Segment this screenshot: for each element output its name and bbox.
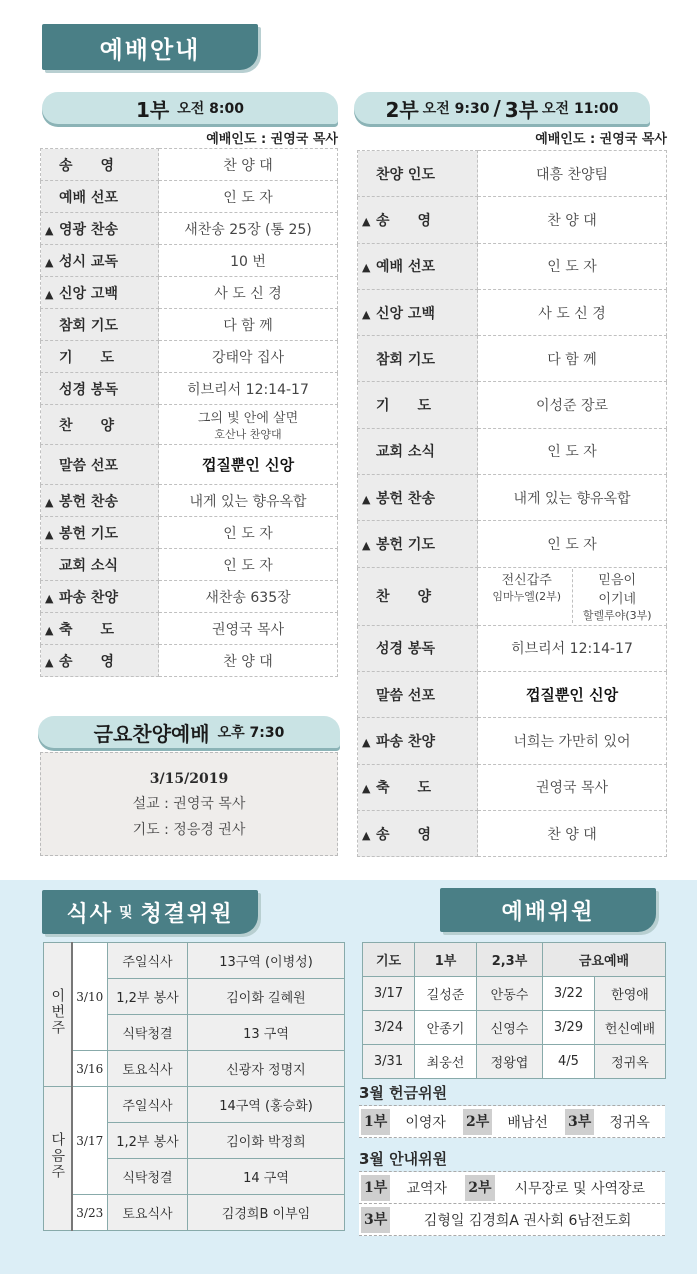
col-service1: 1부 <box>434 954 457 969</box>
order-row <box>41 549 338 581</box>
service1-order-table <box>40 148 338 677</box>
order-row <box>41 485 338 517</box>
triangle-icon: ▲ <box>362 539 371 553</box>
meal-title: 식사 <box>66 901 113 927</box>
order-row <box>358 567 667 625</box>
worship-committee-table <box>362 942 666 1079</box>
order-label: 봉헌 찬송 <box>59 493 118 510</box>
order-label: 찬 양 <box>59 417 115 434</box>
praise-song-b2: 이기네 <box>598 592 637 608</box>
order-value: 권영국 목사 <box>535 780 609 797</box>
order-value: 대흥 찬양팀 <box>535 166 609 183</box>
committee-cell: 안동수 <box>490 988 529 1003</box>
praise-team-a: 임마누엘(2부) <box>492 590 562 604</box>
order-value: 찬 양 대 <box>547 826 597 843</box>
order-row <box>41 213 338 245</box>
order-value: 인 도 자 <box>547 259 597 276</box>
friday-prayer: 기도 : 정응경 권사 <box>132 822 246 838</box>
committee-cell: 3/24 <box>373 1020 404 1035</box>
order-label: 성경 봉독 <box>59 381 118 398</box>
order-label: 송 영 <box>59 653 115 670</box>
meal-assignee: 14구역 (홍승화) <box>219 1099 313 1114</box>
meal-assignee: 13구역 (이병성) <box>219 955 313 970</box>
order-row <box>358 671 667 717</box>
order-label: 파송 찬양 <box>376 733 435 750</box>
offering-service-tag: 2부 <box>463 1109 492 1135</box>
triangle-icon: ▲ <box>45 495 54 509</box>
triangle-icon: ▲ <box>362 307 371 321</box>
worship-info-title: 예배안내 <box>42 24 258 70</box>
order-value: 새찬송 635장 <box>205 589 291 606</box>
friday-sermon: 설교 : 권영국 목사 <box>132 796 246 812</box>
triangle-icon: ▲ <box>45 527 54 541</box>
order-row <box>358 382 667 428</box>
committee-cell: 신영수 <box>490 1022 529 1037</box>
order-value: 이성준 장로 <box>535 398 609 415</box>
order-label: 찬 양 <box>376 589 432 606</box>
order-value: 히브리서 12:14-17 <box>187 381 309 398</box>
worship-committee-title: 예배위원 <box>440 888 656 932</box>
service2-label: 2부 <box>385 97 419 122</box>
meal-row <box>44 1051 345 1087</box>
order-label: 말씀 선포 <box>59 457 118 474</box>
order-value: 강태악 집사 <box>211 349 285 366</box>
triangle-icon: ▲ <box>362 214 371 228</box>
committee-cell: 길성준 <box>426 988 465 1003</box>
order-label: 봉헌 찬송 <box>376 490 435 507</box>
meal-cleaning-title <box>42 890 258 934</box>
service23-order-table <box>357 150 667 857</box>
order-row <box>358 521 667 567</box>
col-service23: 2,3부 <box>491 954 528 969</box>
friday-title: 금요찬양예배 <box>93 721 210 746</box>
order-label: 참회 기도 <box>376 351 435 368</box>
triangle-icon: ▲ <box>362 735 371 749</box>
order-row <box>41 309 338 341</box>
order-label: 교회 소식 <box>376 444 435 461</box>
offering-name: 배남선 <box>507 1114 548 1131</box>
committee-cell: 안종기 <box>426 1022 465 1037</box>
committee-row <box>363 977 666 1011</box>
order-label: 성시 교독 <box>59 253 118 270</box>
col-friday: 금요예배 <box>578 954 630 969</box>
triangle-icon: ▲ <box>362 828 371 842</box>
meal-assignee: 신광자 정명지 <box>226 1063 306 1078</box>
order-value: 10 번 <box>230 253 266 270</box>
col-prayer: 기도 <box>375 954 402 969</box>
triangle-icon: ▲ <box>45 591 54 605</box>
service2-time: 오전 9:30 <box>422 101 490 117</box>
meal-duty: 식탁청결 <box>122 1171 173 1186</box>
order-value: 인 도 자 <box>223 557 273 574</box>
usher-service-tag: 1부 <box>361 1175 390 1201</box>
committee-row <box>363 1011 666 1045</box>
order-row <box>358 625 667 671</box>
praise-song-b: 믿음이 <box>598 573 637 589</box>
order-row <box>41 445 338 485</box>
offering-name: 이영자 <box>405 1114 446 1131</box>
order-row <box>41 245 338 277</box>
order-row <box>358 810 667 856</box>
order-label: 교회 소식 <box>59 557 118 574</box>
usher-service-tag: 2부 <box>465 1175 494 1201</box>
order-label: 파송 찬양 <box>59 589 118 606</box>
meal-assignee: 김경희B 이부임 <box>221 1207 311 1222</box>
committee-cell: 정귀옥 <box>611 1056 649 1071</box>
meal-date: 3/10 <box>76 989 104 1004</box>
meal-row <box>44 943 345 979</box>
order-row <box>358 197 667 243</box>
committee-cell: 3/17 <box>373 986 404 1001</box>
order-value-sub: 호산나 찬양대 <box>214 428 282 441</box>
order-value: 다 함 께 <box>547 351 597 368</box>
order-row <box>358 243 667 289</box>
offering-service-tag: 1부 <box>361 1109 390 1135</box>
meal-duty: 1,2부 봉사 <box>116 1135 179 1150</box>
order-value: 인 도 자 <box>223 189 273 206</box>
order-label: 성경 봉독 <box>376 641 435 658</box>
meal-assignee: 김이화 길혜원 <box>226 991 306 1006</box>
order-value: 인 도 자 <box>547 537 597 554</box>
service1-header <box>42 92 338 124</box>
order-label: 예배 선포 <box>59 189 118 206</box>
friday-info-box <box>40 752 338 856</box>
order-row <box>41 613 338 645</box>
meal-duty: 식탁청결 <box>122 1027 173 1042</box>
meal-duty: 주일식사 <box>122 955 173 970</box>
friday-date: 3/15/2019 <box>149 771 229 787</box>
usher-row <box>359 1204 665 1236</box>
usher-name: 교역자 <box>406 1180 448 1197</box>
offering-committee <box>359 1080 665 1138</box>
order-row <box>41 149 338 181</box>
order-value: 찬 양 대 <box>223 653 273 670</box>
usher-service-tag: 3부 <box>361 1207 390 1233</box>
order-value: 권영국 목사 <box>211 621 285 638</box>
meal-and: 및 <box>118 905 135 921</box>
meal-date: 3/23 <box>76 1205 104 1220</box>
usher-row <box>359 1172 665 1204</box>
week-label: 이번주 <box>49 988 66 1036</box>
service3-time: 오전 11:00 <box>542 101 619 117</box>
triangle-icon: ▲ <box>45 255 54 269</box>
committee-cell: 3/29 <box>553 1020 584 1035</box>
offering-name: 정귀옥 <box>609 1114 650 1131</box>
service1-label: 1부 <box>136 97 170 122</box>
order-value: 껍질뿐인 신앙 <box>525 686 619 705</box>
friday-time: 오후 7:30 <box>217 725 285 741</box>
order-value: 너희는 가만히 있어 <box>513 733 631 750</box>
meal-date: 3/16 <box>76 1061 104 1076</box>
meal-assignee: 13 구역 <box>243 1027 289 1042</box>
order-label: 축 도 <box>59 621 115 638</box>
meal-duty: 토요식사 <box>122 1063 173 1078</box>
order-row <box>41 181 338 213</box>
order-row <box>358 428 667 474</box>
meal-assignee: 김이화 박정희 <box>226 1135 306 1150</box>
order-row <box>41 277 338 309</box>
order-value: 찬 양 대 <box>223 157 273 174</box>
service3-label: 3부 <box>504 97 539 122</box>
order-label: 신앙 고백 <box>59 285 118 302</box>
order-label: 송 영 <box>59 157 115 174</box>
order-value: 히브리서 12:14-17 <box>511 641 633 658</box>
order-row <box>41 645 338 677</box>
triangle-icon: ▲ <box>45 655 54 669</box>
order-value: 다 함 께 <box>223 317 273 334</box>
order-value: 찬 양 대 <box>547 212 597 229</box>
usher-committee <box>359 1146 665 1236</box>
order-row <box>358 151 667 197</box>
week-label: 다음주 <box>49 1132 66 1180</box>
order-row <box>41 405 338 445</box>
order-label: 영광 찬송 <box>59 221 118 238</box>
order-label: 축 도 <box>376 780 432 797</box>
order-row <box>358 718 667 764</box>
service1-leader: 예배인도 : 권영국 목사 <box>206 132 338 147</box>
meal-date: 3/17 <box>76 1133 104 1148</box>
service23-leader: 예배인도 : 권영국 목사 <box>535 132 667 147</box>
committee-cell: 한영애 <box>611 988 649 1003</box>
cleaning-title: 청결위원 <box>140 901 234 927</box>
meal-row <box>44 1195 345 1231</box>
triangle-icon: ▲ <box>45 623 54 637</box>
order-label: 봉헌 기도 <box>59 525 118 542</box>
friday-header <box>38 716 340 748</box>
service1-time: 오전 8:00 <box>177 101 244 117</box>
service-separator: / <box>493 96 501 120</box>
order-label: 송 영 <box>376 212 432 229</box>
meal-duty: 토요식사 <box>122 1207 173 1222</box>
order-value: 내게 있는 향유옥합 <box>513 490 631 507</box>
order-value: 인 도 자 <box>547 444 597 461</box>
order-row <box>358 764 667 810</box>
order-row <box>41 517 338 549</box>
order-label: 말씀 선포 <box>376 687 435 704</box>
meal-duty: 1,2부 봉사 <box>116 991 179 1006</box>
offering-service-tag: 3부 <box>565 1109 594 1135</box>
order-row <box>41 341 338 373</box>
order-value: 사 도 신 경 <box>538 305 606 322</box>
order-label: 참회 기도 <box>59 317 118 334</box>
order-label: 기 도 <box>376 398 432 415</box>
triangle-icon: ▲ <box>362 492 371 506</box>
order-value: 사 도 신 경 <box>214 285 282 302</box>
order-value: 인 도 자 <box>223 525 273 542</box>
committee-cell: 최웅선 <box>426 1056 465 1071</box>
order-value: 내게 있는 향유옥합 <box>189 493 307 510</box>
usher-name: 시무장로 및 사역장로 <box>514 1180 646 1197</box>
order-label: 찬양 인도 <box>376 166 435 183</box>
meal-row <box>44 1087 345 1123</box>
meal-assignee: 14 구역 <box>243 1171 289 1186</box>
usher-title: 3월 안내위원 <box>359 1146 665 1172</box>
service23-header <box>354 92 650 124</box>
order-label: 예배 선포 <box>376 259 435 276</box>
triangle-icon: ▲ <box>362 782 371 796</box>
order-row <box>41 373 338 405</box>
order-value: 새찬송 25장 (통 25) <box>184 221 312 238</box>
committee-cell: 헌신예배 <box>604 1022 656 1037</box>
committee-row <box>363 1045 666 1079</box>
offering-title: 3월 헌금위원 <box>359 1080 665 1106</box>
order-label: 기 도 <box>59 349 115 366</box>
order-row <box>358 336 667 382</box>
praise-song-a: 전신갑주 <box>501 573 552 589</box>
order-row <box>41 581 338 613</box>
order-label: 봉헌 기도 <box>376 537 435 554</box>
committee-cell: 3/31 <box>373 1054 404 1069</box>
meal-duty: 주일식사 <box>122 1099 173 1114</box>
committee-header-row <box>363 943 666 977</box>
praise-team-b: 할렐루야(3부) <box>582 609 652 623</box>
triangle-icon: ▲ <box>362 261 371 275</box>
order-label: 송 영 <box>376 826 432 843</box>
meal-cleaning-table <box>43 942 345 1231</box>
order-value: 껍질뿐인 신앙 <box>201 456 295 474</box>
triangle-icon: ▲ <box>45 287 54 301</box>
committee-cell: 3/22 <box>553 986 584 1001</box>
order-row <box>358 289 667 335</box>
order-row <box>358 475 667 521</box>
order-value: 그의 빛 안에 살면 <box>197 411 299 426</box>
committee-cell: 정왕엽 <box>490 1056 529 1071</box>
usher-names: 김형일 김경희A 권사회 6남전도회 <box>423 1212 632 1229</box>
triangle-icon: ▲ <box>45 223 54 237</box>
committee-cell: 4/5 <box>558 1054 579 1069</box>
order-label: 신앙 고백 <box>376 305 435 322</box>
offering-row <box>359 1106 665 1138</box>
